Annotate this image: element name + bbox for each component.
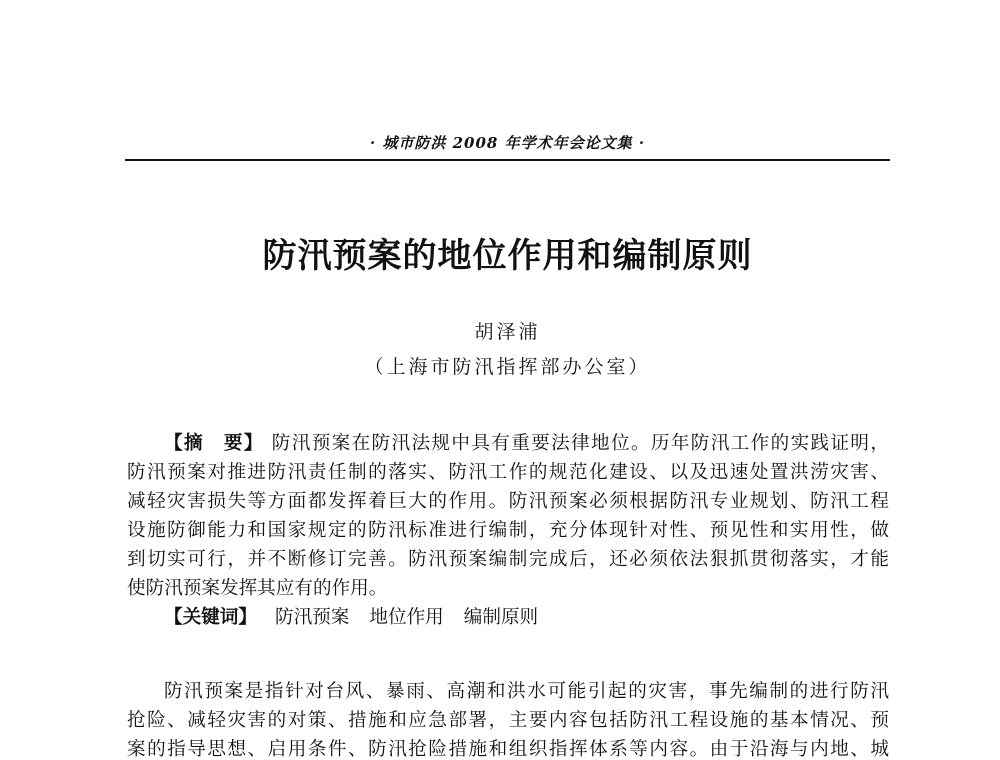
keywords	[127, 603, 889, 632]
abstract-line: 设施防御能力和国家规定的防汛标准进行编制，充分体现针对性、预见性和实用性，做	[127, 520, 889, 541]
keyword: 地位作用	[369, 607, 444, 628]
abstract-label: 【摘 要】	[164, 433, 264, 454]
body-line: 案的指导思想、启用条件、防汛抢险措施和组织指挥体系等内容。由于沿海与内地、城	[127, 739, 889, 760]
body-text	[127, 677, 889, 760]
article-title: 防汛预案的地位作用和编制原则	[262, 236, 753, 276]
header-rule	[125, 159, 890, 161]
keyword: 防汛预案	[274, 607, 350, 628]
author-name: 胡泽浦	[474, 321, 541, 343]
abstract-line	[127, 429, 889, 458]
running-header: · 城市防洪 2008 年学术年会论文集 ·	[369, 134, 646, 152]
abstract-line: 到切实可行，并不断修订完善。防汛预案编制完成后，还必须依法狠抓贯彻落实，才能	[127, 549, 889, 570]
abstract-line-text: 防汛预案在防汛法规中具有重要法律地位。历年防汛工作的实践证明，	[271, 433, 889, 454]
author-affiliation: （上海市防汛指挥部办公室）	[364, 356, 651, 378]
abstract-line: 防汛预案对推进防汛责任制的落实、防汛工作的规范化建设、以及迅速处置洪涝灾害、	[127, 462, 889, 483]
abstract-line: 减轻灾害损失等方面都发挥着巨大的作用。防汛预案必须根据防汛专业规划、防汛工程	[127, 491, 889, 512]
keyword: 编制原则	[463, 607, 539, 628]
abstract	[127, 429, 889, 632]
abstract-line: 使防汛预案发挥其应有的作用。	[127, 578, 388, 599]
body-line: 抢险、减轻灾害的对策、措施和应急部署，主要内容包括防汛工程设施的基本情况、预	[127, 710, 889, 731]
keywords-label: 【关键词】	[164, 607, 257, 628]
body-line: 防汛预案是指针对台风、暴雨、高潮和洪水可能引起的灾害，事先编制的进行防汛	[164, 681, 889, 702]
